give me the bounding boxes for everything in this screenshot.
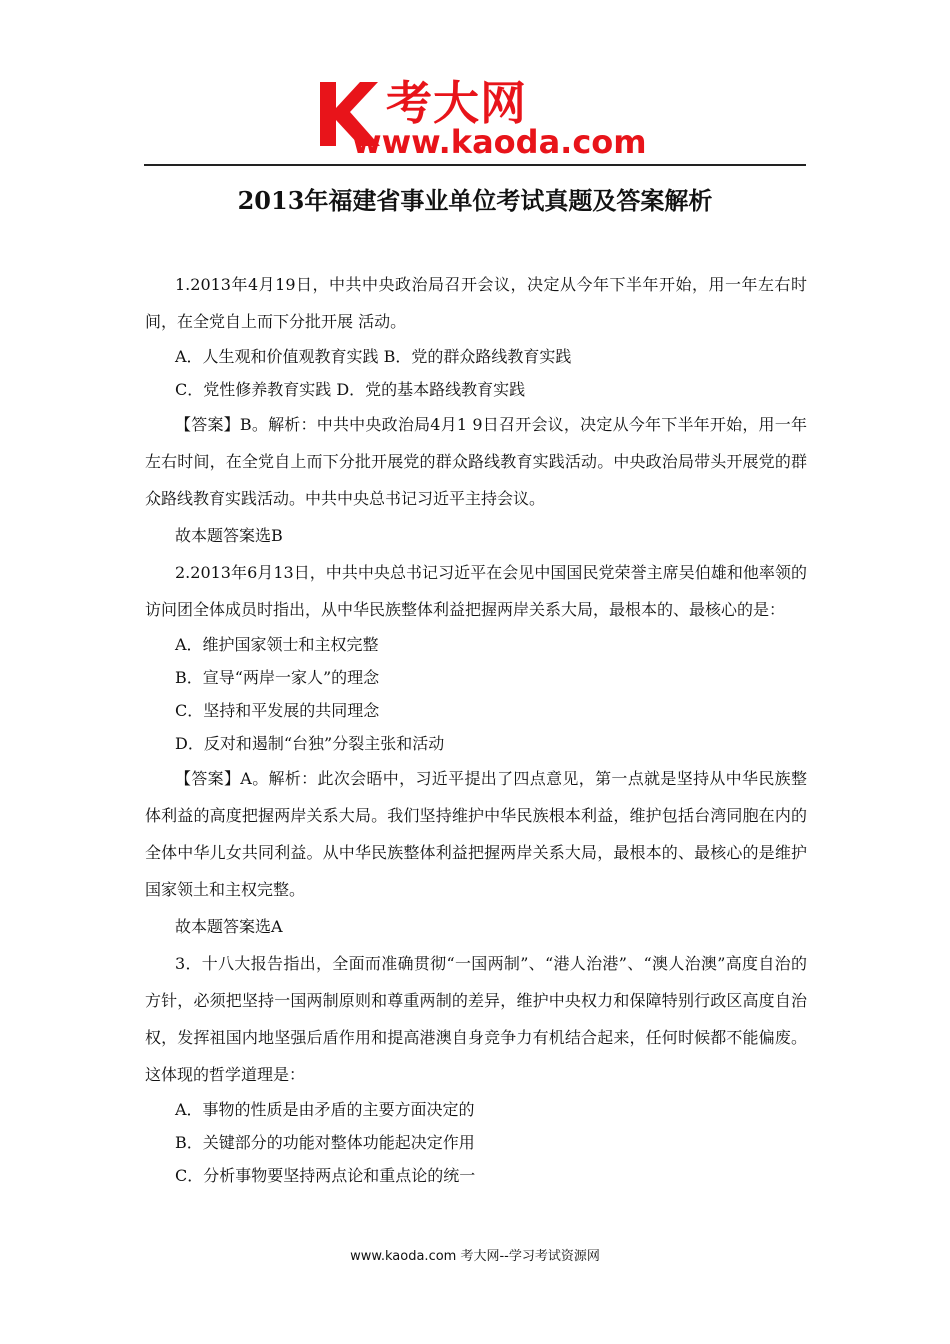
document-body [145, 266, 807, 1192]
q3-option-a: A．事物的性质是由矛盾的主要方面决定的 [175, 1100, 475, 1119]
q3-option-c: C．分析事物要坚持两点论和重点论的统一 [175, 1166, 476, 1185]
site-logo [312, 76, 652, 162]
q2-option-d: D．反对和遏制“台独”分裂主张和活动 [175, 734, 445, 753]
q2-answer: 【答案】A。解析：此次会晤中，习近平提出了四点意见，第一点就是坚持从中华民族整体利益的高度把握两岸关系大局。我们坚持维护中华民族根本利益，维护包括台湾同胞在内的全体中华儿女共同利益。从中华民族整体利益把握两岸关系大局，最根本的、最核心的是维护国家领土和主权完整。 [145, 769, 807, 899]
q1-answer: 【答案】B。解析：中共中央政治局4月1 9日召开会议，决定从今年下半年开始，用一年左右时间，在全党自上而下分批开展党的群众路线教育实践活动。中央政治局带头开展党的群众路线教育实践活动。中共中央总书记习近平主持会议。 [145, 415, 807, 508]
logo-url: www.kaoda.com [352, 123, 647, 161]
q3-option-b: B．关键部分的功能对整体功能起决定作用 [175, 1133, 475, 1152]
q1-conclusion: 故本题答案选B [175, 526, 283, 545]
q2-conclusion: 故本题答案选A [175, 917, 283, 936]
q1-stem: 1.2013年4月19日，中共中央政治局召开会议，决定从今年下半年开始，用一年左右时间，在全党自上而下分批开展 活动。 [145, 275, 807, 331]
q1-options-ab: A．人生观和价值观教育实践 B．党的群众路线教育实践 [175, 347, 572, 366]
q2-option-b: B．宣导“两岸一家人”的理念 [175, 668, 380, 687]
q3-stem: 3．十八大报告指出，全面而准确贯彻“一国两制”、“港人治港”、“澳人治澳”高度自治的方针，必须把坚持一国两制原则和尊重两制的差异，维护中央权力和保障特别行政区高度自治权，发挥祖国内地坚强后盾作用和提高港澳自身竞争力有机结合起来，任何时候都不能偏废。这体现的哲学道理是： [145, 954, 807, 1084]
header-divider [144, 164, 806, 166]
document-title: 2013年福建省事业单位考试真题及答案解析 [237, 186, 713, 215]
q2-option-c: C．坚持和平发展的共同理念 [175, 701, 380, 720]
q1-options-cd: C．党性修养教育实践 D．党的基本路线教育实践 [175, 380, 526, 399]
q2-option-a: A．维护国家领士和主权完整 [175, 635, 379, 654]
q2-stem: 2.2013年6月13日，中共中央总书记习近平在会见中国国民党荣誉主席吴伯雄和他率领的访问团全体成员时指出，从中华民族整体利益把握两岸关系大局，最根本的、最核心的是： [145, 563, 807, 619]
logo-chinese-name: 考大网 [386, 76, 527, 130]
page-footer: www.kaoda.com 考大网--学习考试资源网 [350, 1249, 600, 1264]
